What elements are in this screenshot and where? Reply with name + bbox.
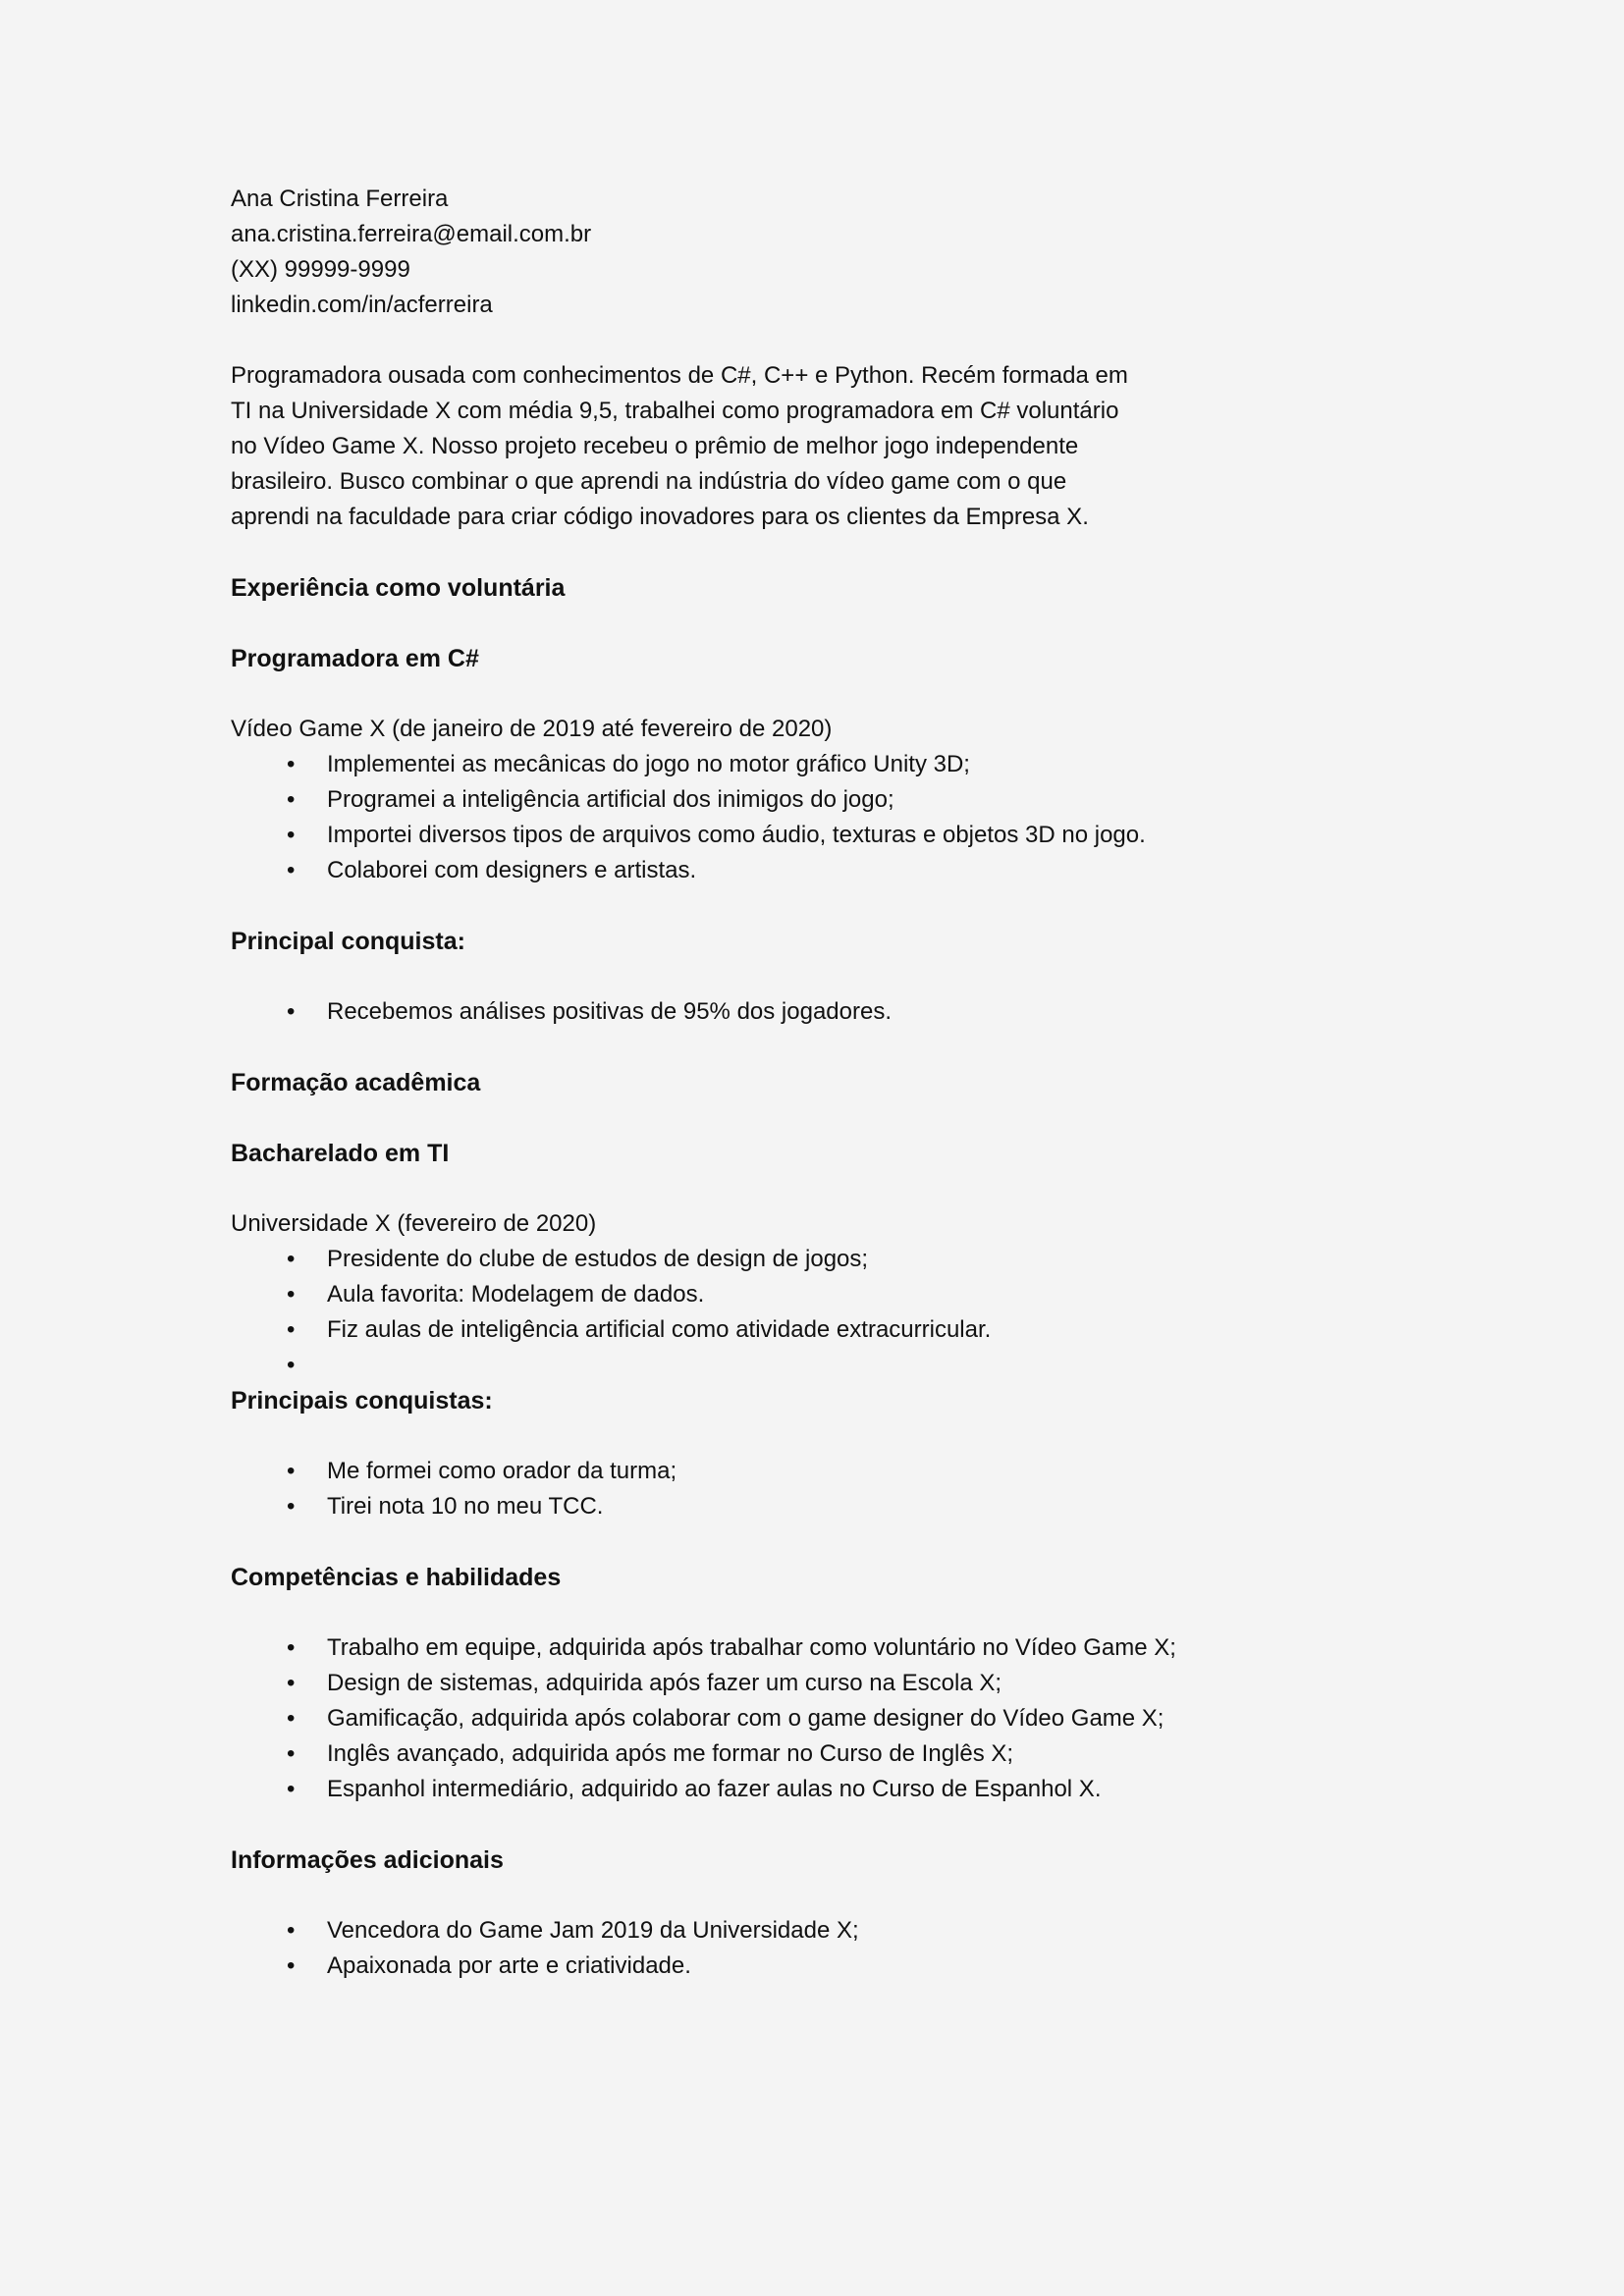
experience-meta: Vídeo Game X (de janeiro de 2019 até fevereiro de 2020) [231,716,833,742]
education-bullet-list [231,1242,1379,1383]
experience-bullet-list [231,747,1379,888]
list-item: • Vencedora do Game Jam 2019 da Universidade X; [231,1913,1379,1949]
candidate-name: Ana Cristina Ferreira [231,186,449,212]
list-item: • Inglês avançado, adquirida após me formar no Curso de Inglês X; [231,1736,1379,1772]
education-degree-title: Bacharelado em TI [231,1140,450,1167]
contact-header [231,182,1379,323]
professional-summary [231,358,1379,535]
section-heading-skills: Competências e habilidades [231,1564,562,1591]
list-item: • Implementei as mecânicas do jogo no motor gráfico Unity 3D; [231,747,1379,782]
summary-line: TI na Universidade X com média 9,5, trabalhei como programadora em C# voluntário [231,398,1119,424]
summary-line: Programadora ousada com conhecimentos de C#, C++ e Python. Recém formada em [231,362,1128,389]
section-heading-education: Formação acadêmica [231,1069,481,1096]
section-heading-additional: Informações adicionais [231,1846,504,1874]
list-item: • Aula favorita: Modelagem de dados. [231,1277,1379,1312]
list-item: • Importei diversos tipos de arquivos como áudio, texturas e objetos 3D no jogo. [231,818,1379,853]
contact-phone: (XX) 99999-9999 [231,256,410,283]
summary-line: aprendi na faculdade para criar código inovadores para os clientes da Empresa X. [231,504,1089,530]
list-item: • Programei a inteligência artificial dos inimigos do jogo; [231,782,1379,818]
list-item: • Apaixonada por arte e criatividade. [231,1949,1379,1984]
list-item: • Trabalho em equipe, adquirida após trabalhar como voluntário no Vídeo Game X; [231,1630,1379,1666]
skills-bullet-list [231,1630,1379,1807]
list-item: • Tirei nota 10 no meu TCC. [231,1489,1379,1524]
summary-line: brasileiro. Busco combinar o que aprendi na indústria do vídeo game com o que [231,468,1067,495]
contact-linkedin[interactable]: linkedin.com/in/acferreira [231,292,493,318]
list-item: • Presidente do clube de estudos de design de jogos; [231,1242,1379,1277]
education-achievement-list [231,1454,1379,1524]
additional-bullet-list [231,1913,1379,1984]
education-achievement-heading: Principais conquistas: [231,1387,493,1415]
section-heading-experience: Experiência como voluntária [231,574,566,602]
experience-achievement-list [231,994,1379,1030]
list-item: • Recebemos análises positivas de 95% dos jogadores. [231,994,1379,1030]
list-item: • Espanhol intermediário, adquirido ao fazer aulas no Curso de Espanhol X. [231,1772,1379,1807]
contact-email[interactable]: ana.cristina.ferreira@email.com.br [231,221,592,247]
summary-line: no Vídeo Game X. Nosso projeto recebeu o prêmio de melhor jogo independente [231,433,1079,459]
list-item-empty [231,1348,1379,1383]
education-meta: Universidade X (fevereiro de 2020) [231,1210,597,1237]
experience-achievement-heading: Principal conquista: [231,928,465,955]
list-item: • Me formei como orador da turma; [231,1454,1379,1489]
list-item: • Colaborei com designers e artistas. [231,853,1379,888]
list-item: • Gamificação, adquirida após colaborar com o game designer do Vídeo Game X; [231,1701,1379,1736]
list-item: • Design de sistemas, adquirida após fazer um curso na Escola X; [231,1666,1379,1701]
experience-job-title: Programadora em C# [231,645,479,672]
list-item: • Fiz aulas de inteligência artificial como atividade extracurricular. [231,1312,1379,1348]
